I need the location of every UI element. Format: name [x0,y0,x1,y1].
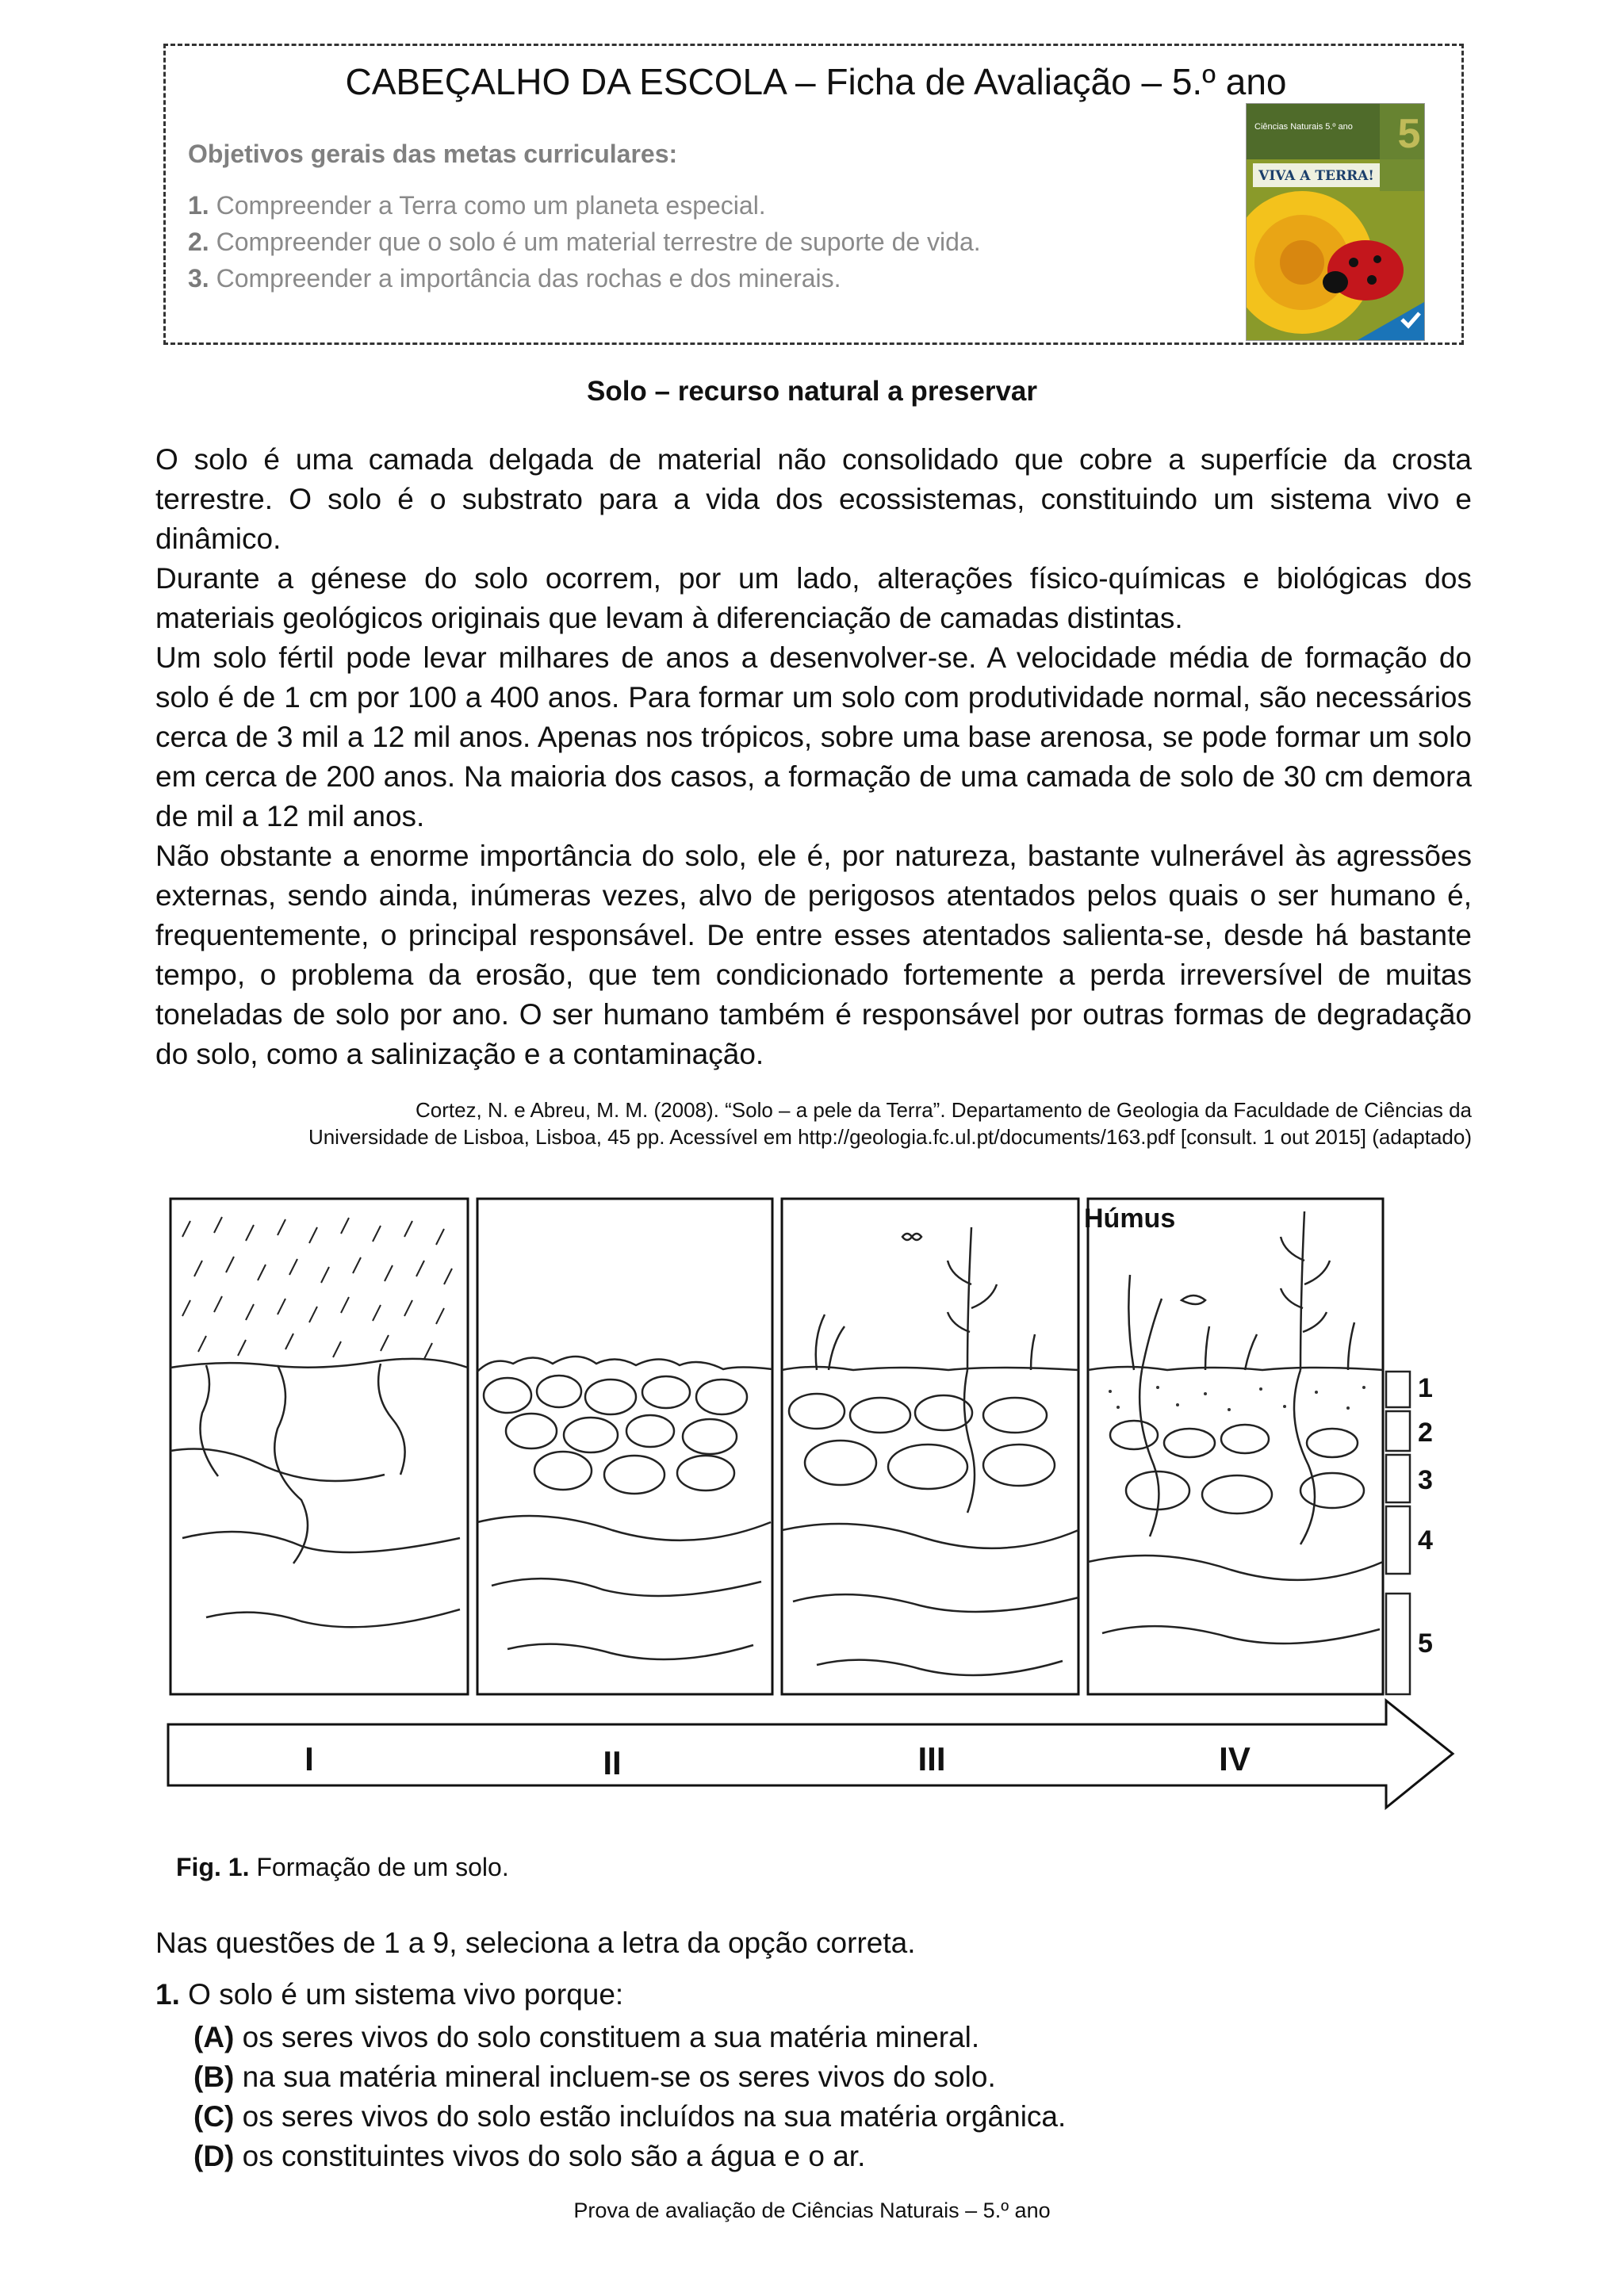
option-b[interactable]: (B) na sua matéria mineral incluem-se os seres vivos do solo. [193,2061,996,2093]
mature-vegetation [1088,1211,1383,1644]
soil-formation-figure [159,1189,1459,1843]
early-vegetation [782,1227,1078,1675]
stage-label: IV [1219,1740,1251,1777]
school-header [163,44,1464,345]
butterfly-icon [902,1234,921,1240]
option-a[interactable]: (A) os seres vivos do solo constituem a sua matéria mineral. [193,2021,980,2053]
stage-label: II [603,1744,622,1781]
stage-label: I [304,1740,314,1777]
time-arrow [168,1701,1453,1808]
objective-item: 3. Compreender a importância das rochas e dos minerais. [188,264,841,293]
horizon-label: 2 [1418,1418,1433,1448]
document-title: Solo – recurso natural a preservar [586,376,1038,407]
horizon-label: 4 [1418,1525,1433,1556]
rain-illustration [182,1217,452,1359]
book-series: Ciências Naturais 5.º ano [1254,122,1353,132]
option-d[interactable]: (D) os constituintes vivos do solo são a água e o ar. [193,2140,866,2172]
figure-caption: Fig. 1. Formação de um solo. [176,1853,509,1881]
paragraph: Não obstante a enorme importância do solo, ele é, por natureza, bastante vulnerável às agressões externas, sendo ainda, inúmeras vezes, alvo de perigosos atentados pelos quais o ser humano é, frequentemente, o principal responsável. De entre esses atentados salienta-se, desde há bastante tempo, o problema da erosão, que tem condicionado fortemente a perda irreversível de muitas toneladas de solo por ano. O ser humano também é responsável por outras formas de degradação do solo, como a salinização e a contaminação. [155,840,1472,1070]
horizon-label: 1 [1418,1373,1433,1403]
bedrock-cracks [170,1359,468,1627]
humus-label: Húmus [1084,1203,1176,1234]
bird-icon [1182,1295,1205,1304]
objectives-heading: Objetivos gerais das metas curriculares: [188,140,678,168]
book-grade-mark: 5 [1397,111,1421,157]
textbook-cover-image [1246,103,1425,341]
objective-item: 1. Compreender a Terra como um planeta especial. [188,191,766,220]
horizon-label: 5 [1418,1628,1433,1659]
citation: Cortez, N. e Abreu, M. M. (2008). “Solo – a pele da Terra”. Departamento de Geologia da Faculdade de Ciências da Universidade de Lisboa, Lisboa, 45 pp. Acessível em http://geologia.fc.ul.pt/documents/163.pdf [consult. 1 out 2015] (adaptado) [308,1098,1472,1149]
paragraph: Um solo fértil pode levar milhares de anos a desenvolver-se. A velocidade média de formação do solo é de 1 cm por 100 a 400 anos. Para formar um solo com produtividade normal, são necessários cerca de 3 mil a 12 mil anos. Apenas nos trópicos, sobre uma base arenosa, se pode formar um solo em cerca de 200 anos. Na maioria dos casos, a formação de uma camada de solo de 30 cm demora de mil a 12 mil anos. [155,641,1472,832]
soil-texture-dots [1109,1386,1365,1411]
question-1: 1. O solo é um sistema vivo porque: [155,1978,624,2011]
paragraph: Durante a génese do solo ocorrem, por um lado, alterações físico-químicas e biológicas dos materiais geológicos originais que levam à diferenciação de camadas distintas. [155,562,1472,634]
header-title: CABEÇALHO DA ESCOLA – Ficha de Avaliação – 5.º ano [345,61,1287,102]
horizon-label: 3 [1418,1465,1433,1495]
stage-label: III [917,1740,946,1777]
objectives-list [188,187,981,297]
book-title: VIVA A TERRA! [1258,168,1374,184]
page-footer: Prova de avaliação de Ciências Naturais – 5.º ano [573,2198,1051,2222]
objective-item: 2. Compreender que o solo é um material terrestre de suporte de vida. [188,228,981,256]
article-text [155,440,1472,1074]
stage-panel-1 [170,1199,468,1694]
instructions: Nas questões de 1 a 9, seleciona a letra da opção correta. [155,1927,916,1959]
question-1-options [193,2018,1066,2176]
stage-panel-4 [1088,1199,1383,1694]
paragraph: O solo é uma camada delgada de material não consolidado que cobre a superfície da crosta terrestre. O solo é o substrato para a vida dos ecossistemas, constituindo um sistema vivo e dinâmico. [155,443,1472,555]
option-c[interactable]: (C) os seres vivos do solo estão incluídos na sua matéria orgânica. [193,2100,1067,2133]
soil-horizon-markers [1386,1372,1410,1694]
weathered-rock [477,1357,772,1659]
